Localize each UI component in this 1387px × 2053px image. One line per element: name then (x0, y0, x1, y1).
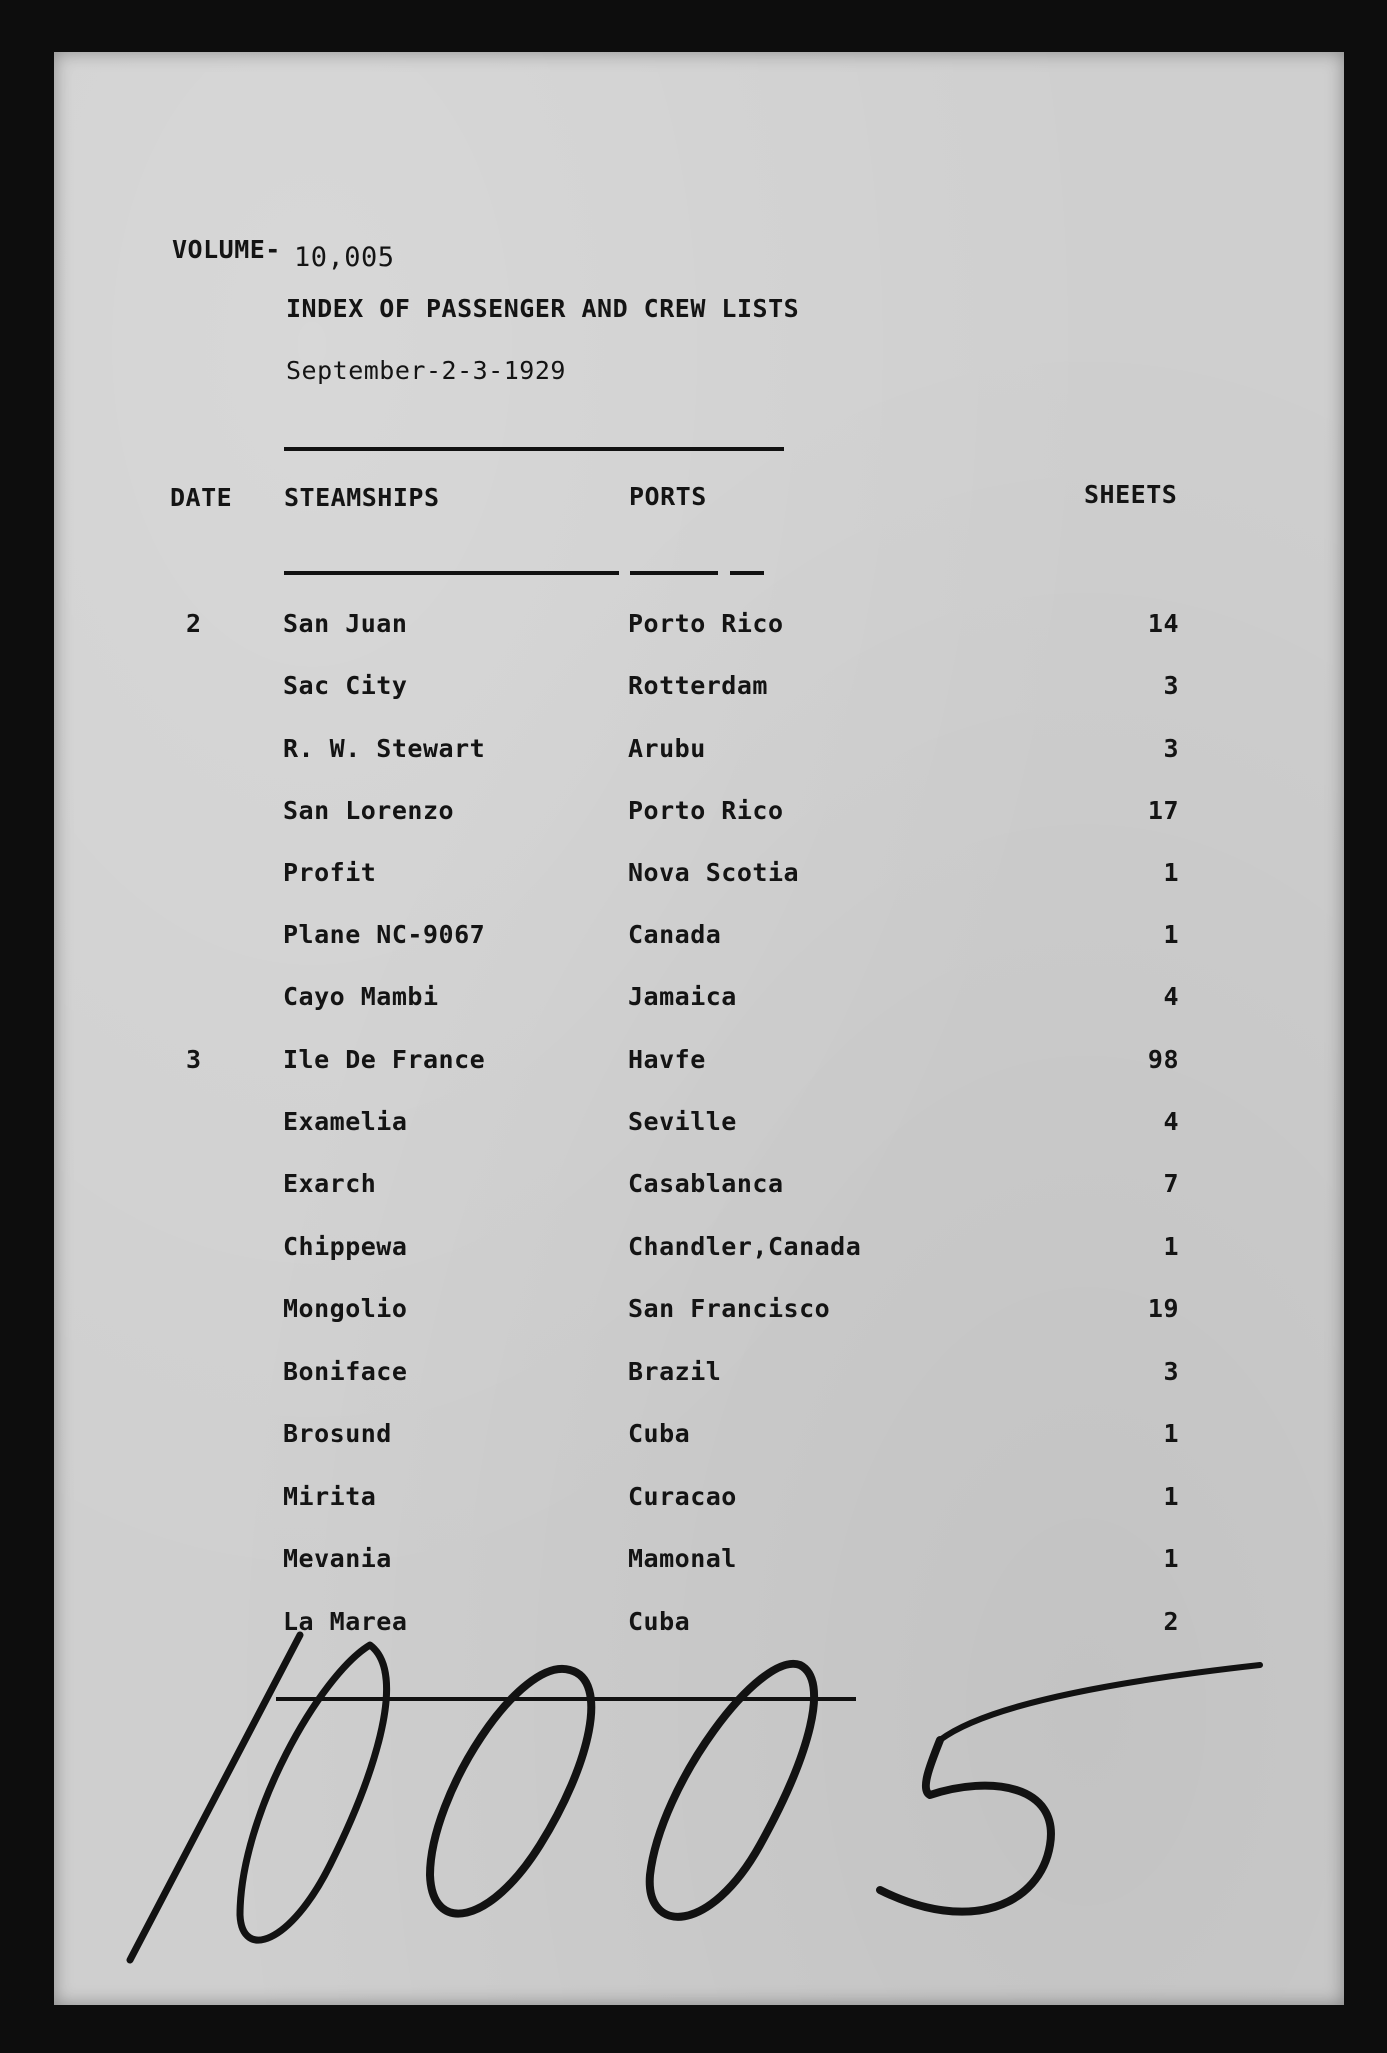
table-row (54, 673, 1344, 713)
row-sheets: 98 (1147, 1045, 1179, 1074)
row-port: Cuba (628, 1419, 691, 1448)
row-sheets: 1 (1163, 1482, 1179, 1511)
table-row (54, 1359, 1344, 1399)
row-steamship: Examelia (283, 1107, 408, 1136)
row-sheets: 1 (1163, 1419, 1179, 1448)
table-row (54, 1546, 1344, 1586)
row-sheets: 1 (1163, 920, 1179, 949)
ports-underline-short (730, 571, 764, 575)
row-steamship: Exarch (283, 1169, 377, 1198)
row-port: San Francisco (628, 1294, 831, 1323)
row-port: Rotterdam (628, 671, 768, 700)
volume-number: 10,005 (294, 242, 395, 273)
steamships-underline (284, 571, 619, 575)
row-port: Mamonal (628, 1544, 737, 1573)
table-row (54, 1171, 1344, 1211)
row-port: Brazil (628, 1357, 722, 1386)
ports-underline (630, 571, 718, 575)
table-row (54, 1234, 1344, 1274)
table-row (54, 1484, 1344, 1524)
handwritten-volume-number (70, 1615, 1290, 1975)
table-row (54, 736, 1344, 776)
table-row (54, 860, 1344, 900)
row-sheets: 17 (1147, 796, 1179, 825)
volume-label: VOLUME- (172, 235, 281, 264)
row-sheets: 3 (1163, 1357, 1179, 1386)
row-steamship: Sac City (283, 671, 408, 700)
row-port: Havfe (628, 1045, 706, 1074)
table-row (54, 1296, 1344, 1336)
row-port: Cuba (628, 1607, 691, 1636)
table-row (54, 798, 1344, 838)
row-port: Porto Rico (628, 796, 784, 825)
row-steamship: La Marea (283, 1607, 408, 1636)
row-sheets: 7 (1163, 1169, 1179, 1198)
row-steamship: Mirita (283, 1482, 377, 1511)
header-rule (284, 447, 784, 451)
row-steamship: San Lorenzo (283, 796, 455, 825)
row-steamship: Ile De France (283, 1045, 486, 1074)
row-port: Curacao (628, 1482, 737, 1511)
row-port: Seville (628, 1107, 737, 1136)
row-steamship: Boniface (283, 1357, 408, 1386)
column-header-sheets: SHEETS (1084, 480, 1178, 509)
row-port: Porto Rico (628, 609, 784, 638)
row-steamship: Chippewa (283, 1232, 408, 1261)
row-steamship: Mongolio (283, 1294, 408, 1323)
row-sheets: 3 (1163, 734, 1179, 763)
date-line: September-2-3-1929 (286, 356, 566, 385)
row-steamship: Mevania (283, 1544, 392, 1573)
table-row (54, 1047, 1344, 1087)
column-header-date: DATE (170, 483, 233, 512)
row-port: Casablanca (628, 1169, 784, 1198)
row-port: Arubu (628, 734, 706, 763)
table-row (54, 611, 1344, 651)
row-date: 3 (186, 1045, 202, 1074)
row-sheets: 14 (1147, 609, 1179, 638)
row-steamship: R. W. Stewart (283, 734, 486, 763)
row-steamship: Plane NC-9067 (283, 920, 486, 949)
table-row (54, 1109, 1344, 1149)
row-steamship: San Juan (283, 609, 408, 638)
table-row (54, 984, 1344, 1024)
row-steamship: Brosund (283, 1419, 392, 1448)
row-port: Nova Scotia (628, 858, 800, 887)
column-header-steamships: STEAMSHIPS (284, 483, 440, 512)
table-row (54, 1421, 1344, 1461)
row-steamship: Cayo Mambi (283, 982, 439, 1011)
row-sheets: 2 (1163, 1607, 1179, 1636)
row-sheets: 1 (1163, 1232, 1179, 1261)
row-sheets: 1 (1163, 858, 1179, 887)
row-port: Jamaica (628, 982, 737, 1011)
row-sheets: 3 (1163, 671, 1179, 700)
row-date: 2 (186, 609, 202, 638)
row-port: Chandler,Canada (628, 1232, 862, 1261)
row-sheets: 1 (1163, 1544, 1179, 1573)
row-sheets: 4 (1163, 1107, 1179, 1136)
row-port: Canada (628, 920, 722, 949)
row-sheets: 19 (1147, 1294, 1179, 1323)
table-row (54, 922, 1344, 962)
page-title: INDEX OF PASSENGER AND CREW LISTS (286, 294, 800, 323)
column-header-ports: PORTS (629, 482, 707, 511)
row-sheets: 4 (1163, 982, 1179, 1011)
row-steamship: Profit (283, 858, 377, 887)
